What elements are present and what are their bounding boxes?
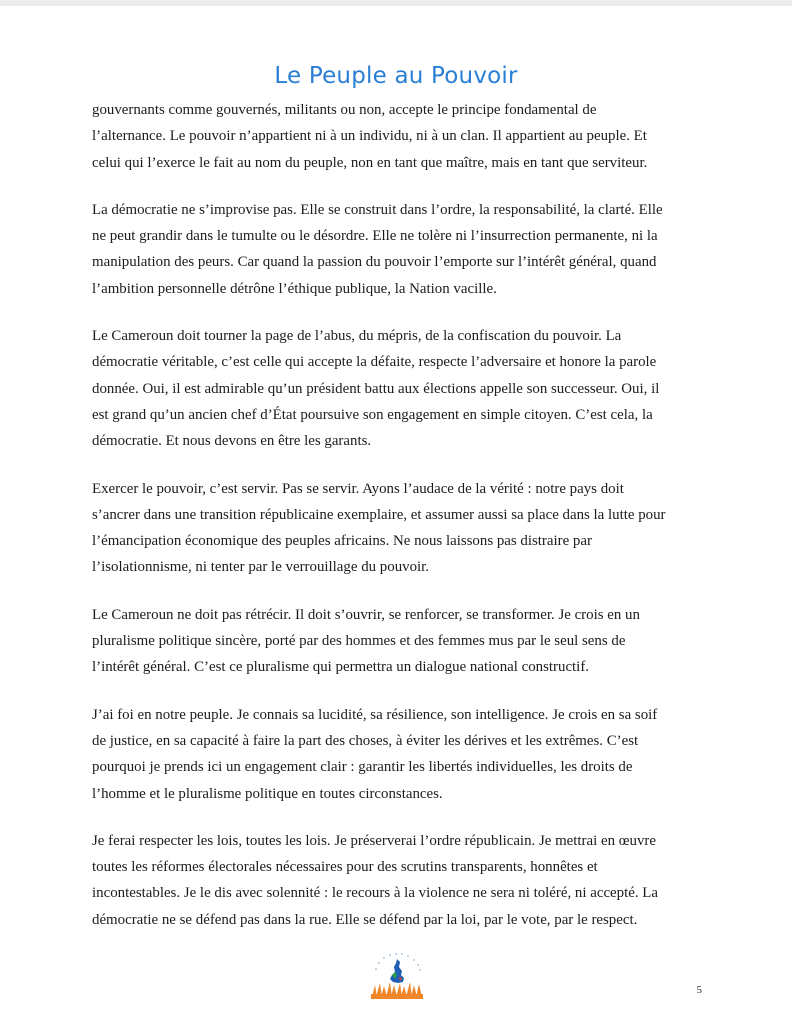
text-line: s’ancrer dans une transition républicaine exemplaire, et assumer aussi sa place dans la lutte pour [92,506,666,523]
campaign-logo [366,945,428,1001]
text-line: pluralisme politique sincère, porté par des hommes et des femmes mus par le seul sens de [92,633,626,650]
paragraph-7 [92,828,712,933]
text-line: Je ferai respecter les lois, toutes les lois. Je préserverai l’ordre républicain. Je mettrai en œuvre [92,832,656,849]
text-line: La démocratie ne s’improvise pas. Elle se construit dans l’ordre, la responsabilité, la clarté. Elle [92,201,663,218]
text-line: toutes les réformes électorales nécessaires pour des scrutins transparents, honnêtes et [92,859,598,876]
text-line: donnée. Oui, il est admirable qu’un président battu aux élections appelle son successeur. Oui, il [92,380,660,397]
text-line: J’ai foi en notre peuple. Je connais sa lucidité, sa résilience, son intelligence. Je crois en sa soif [92,706,658,723]
paragraph-6 [92,702,712,807]
text-line: celui qui l’exerce le fait au nom du peuple, non en tant que maître, mais en tant que serviteur. [92,154,648,171]
text-line: pourquoi je prends ici un engagement clair : garantir les libertés individuelles, les droits de [92,759,633,776]
body-text [92,97,712,954]
top-strip [0,0,792,6]
text-line: incontestables. Je le dis avec solennité : le recours à la violence ne sera ni toléré, ni accepté. La [92,885,659,902]
paragraph-3 [92,323,712,454]
paragraph-5 [92,602,712,681]
text-line: démocratie véritable, c’est celle qui accepte la défaite, respecte l’adversaire et honore la parole [92,354,657,371]
paragraph-2 [92,197,712,302]
text-line: l’alternance. Le pouvoir n’appartient ni à un individu, ni à un clan. Il appartient au peuple. Et [92,128,647,145]
page-number: 5 [696,984,702,996]
text-line: Le Cameroun doit tourner la page de l’abus, du mépris, de la confiscation du pouvoir. La [92,328,622,345]
paragraph-1 [92,97,712,176]
text-line: l’homme et le pluralisme politique en toutes circonstances. [92,785,443,802]
text-line: gouvernants comme gouvernés, militants ou non, accepte le principe fondamental de [92,102,597,118]
text-line: l’intérêt général. C’est ce pluralisme qui permettra un dialogue national constructif. [92,659,590,676]
text-line: l’isolationnisme, ni tenter par le verrouillage du pouvoir. [92,559,430,576]
text-line: est grand qu’un ancien chef d’État poursuive son engagement en simple citoyen. C’est cela, la [92,406,653,423]
page-title: Le Peuple au Pouvoir [274,63,518,90]
text-line: l’ambition personnelle détrône l’éthique publique, la Nation vacille. [92,280,497,297]
paragraph-4 [92,476,712,581]
text-line: de justice, en sa capacité à faire la part des choses, à éviter les dérives et les extrêmes. C’est [92,732,639,749]
text-line: l’émancipation économique des peuples africains. Ne nous laissons pas distraire par [92,533,592,550]
text-line: Exercer le pouvoir, c’est servir. Pas se servir. Ayons l’audace de la vérité : notre pays doit [92,480,624,497]
text-line: démocratie ne se défend pas dans la rue. Elle se défend par la loi, par le vote, par le respect. [92,911,638,928]
text-line: Le Cameroun ne doit pas rétrécir. Il doit s’ouvrir, se renforcer, se transformer. Je crois en un [92,606,640,623]
text-line: ne peut grandir dans le tumulte ou le désordre. Elle ne tolère ni l’insurrection permanente, ni la [92,228,658,245]
cameroon-map-icon [366,945,428,1001]
text-line: démocratie. Et nous devons en être les garants. [92,433,372,450]
text-line: manipulation des peurs. Car quand la passion du pouvoir l’emporte sur l’intérêt général, quand [92,254,657,271]
